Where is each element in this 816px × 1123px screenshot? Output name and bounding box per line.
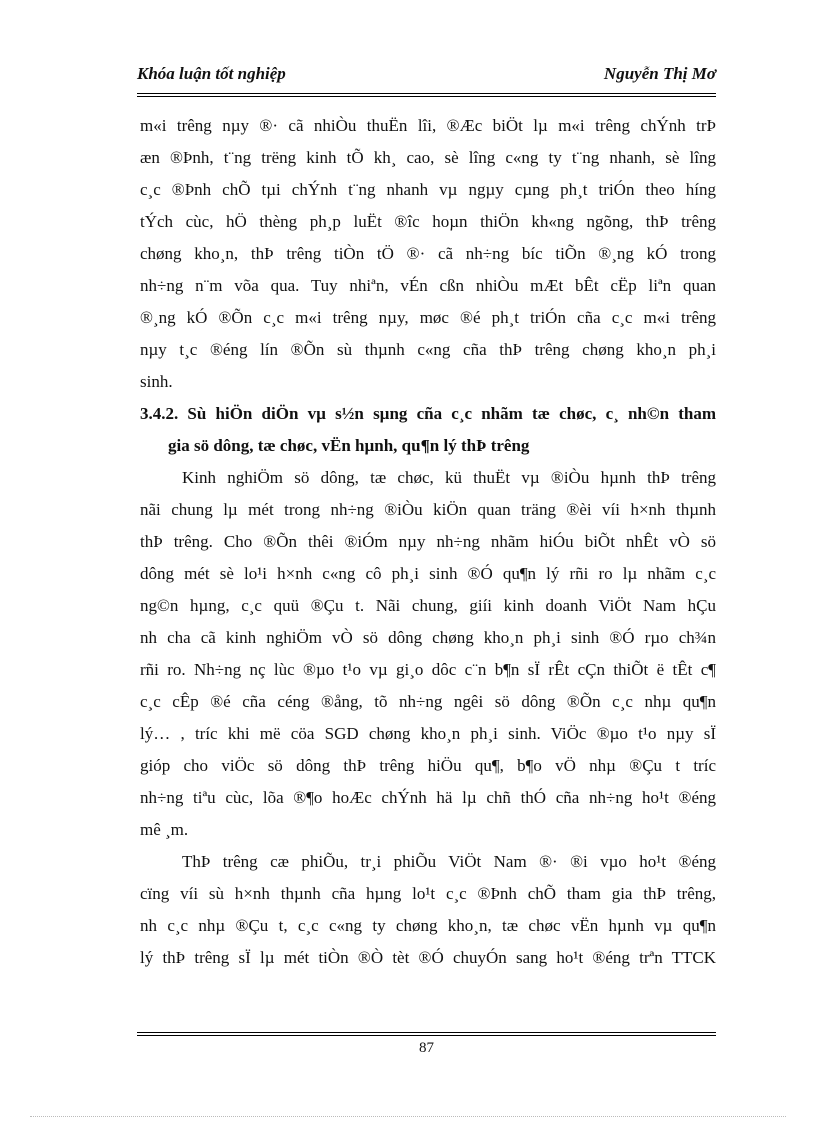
body-line: c¸c ®Þnh chÕ tµi chÝnh t¨ng nhanh vµ ngµy cµng ph¸t triÓn theo híng (140, 180, 716, 199)
body-line: nh÷ng n¨m võa qua. Tuy nhiªn, vÉn cßn nhiÒu mÆt bÊt cËp liªn quan (140, 276, 716, 295)
body-line: nh cha cã kinh nghiÖm vÒ sö dông chøng kho¸n ph¸i sinh ®Ó rµo ch¾n (140, 628, 716, 647)
body-line: ng©n hµng, c¸c quü ®Çu t. Nãi chung, giíi kinh doanh ViÖt Nam hÇu (140, 596, 716, 615)
body-line: nµy t¸c ®éng lín ®Õn sù thµnh c«ng cña thÞ trêng chøng kho¸n ph¸i (140, 340, 716, 359)
header-rule-top (137, 93, 716, 94)
footer-rule-bottom (137, 1035, 716, 1036)
body-line: gióp cho viÖc sö dông thÞ trêng hiÖu qu¶, b¶o vÖ nhµ ®Çu t tríc (140, 756, 716, 775)
body-line: æn ®Þnh, t¨ng trëng kinh tÕ kh¸ cao, sè lîng c«ng ty t¨ng nhanh, sè lîng (140, 148, 716, 167)
body-line: ®¸ng kÓ ®Õn c¸c m«i trêng nµy, møc ®é ph¸t triÓn cña c¸c m«i trêng (140, 308, 716, 327)
body-line: cïng víi sù h×nh thµnh cña hµng lo¹t c¸c ®Þnh chÕ tham gia thÞ trêng, (140, 884, 716, 903)
section-heading-line: 3.4.2. Sù hiÖn diÖn vµ s½n sµng cña c¸c nhãm tæ chøc, c¸ nh©n tham (140, 404, 716, 423)
header-rule-bottom (137, 96, 716, 97)
body-line: dông mét sè lo¹i h×nh c«ng cô ph¸i sinh ®Ó qu¶n lý rñi ro lµ nhãm c¸c (140, 564, 716, 583)
body-line: rñi ro. Nh÷ng nç lùc ®µo t¹o vµ gi¸o dôc c¨n b¶n sÏ rÊt cÇn thiÕt ë tÊt c¶ (140, 660, 716, 679)
page-header (137, 64, 716, 90)
body-line: thÞ trêng. Cho ®Õn thêi ®iÓm nµy nh÷ng nhãm hiÓu biÕt nhÊt vÒ sö (140, 532, 716, 551)
body-line: mê ¸m. (140, 820, 189, 839)
footer-rule-top (137, 1032, 716, 1033)
body-line: nh c¸c nhµ ®Çu t, c¸c c«ng ty chøng kho¸n, tæ chøc vËn hµnh vµ qu¶n (140, 916, 716, 935)
body-line: chøng kho¸n, thÞ trêng tiÒn tÖ ®· cã nh÷ng bíc tiÕn ®¸ng kÓ trong (140, 244, 716, 263)
body-text (140, 110, 716, 974)
header-left-title: Khóa luận tốt nghiệp (137, 64, 286, 83)
body-line: tÝch cùc, hÖ thèng ph¸p luËt ®îc hoµn thiÖn kh«ng ngõng, thÞ trêng (140, 212, 716, 231)
body-line: lý… , tríc khi më cöa SGD chøng kho¸n ph¸i sinh. ViÖc ®µo t¹o nµy sÏ (140, 724, 716, 743)
body-line: Kinh nghiÖm sö dông, tæ chøc, kü thuËt vµ ®iÒu hµnh thÞ trêng (182, 468, 716, 487)
body-line: nãi chung lµ mét trong nh÷ng ®iÒu kiÖn quan träng ®èi víi h×nh thµnh (140, 500, 716, 519)
body-line: sinh. (140, 372, 173, 391)
body-line: c¸c cÊp ®é cña céng ®ång, tõ nh÷ng ngêi sö dông ®Õn c¸c nhµ qu¶n (140, 692, 716, 711)
body-line: nh÷ng tiªu cùc, lõa ®¶o hoÆc chÝnh hä lµ chñ thÓ cña nh÷ng ho¹t ®éng (140, 788, 716, 807)
header-author: Nguyễn Thị Mơ (603, 64, 716, 83)
body-line: lý thÞ trêng sÏ lµ mét tiÒn ®Ò tèt ®Ó chuyÓn sang ho¹t ®éng trªn TTCK (140, 948, 716, 967)
page-number: 87 (419, 1040, 434, 1056)
body-line: ThÞ trêng cæ phiÕu, tr¸i phiÕu ViÖt Nam ®· ®i vµo ho¹t ®éng (182, 852, 716, 871)
body-line: m«i trêng nµy ®· cã nhiÒu thuËn lîi, ®Æc biÖt lµ m«i trêng chÝnh trÞ (140, 116, 716, 135)
page-edge-dotted (30, 1116, 786, 1117)
section-heading-line: gia sö dông, tæ chøc, vËn hµnh, qu¶n lý thÞ trêng (168, 436, 530, 455)
